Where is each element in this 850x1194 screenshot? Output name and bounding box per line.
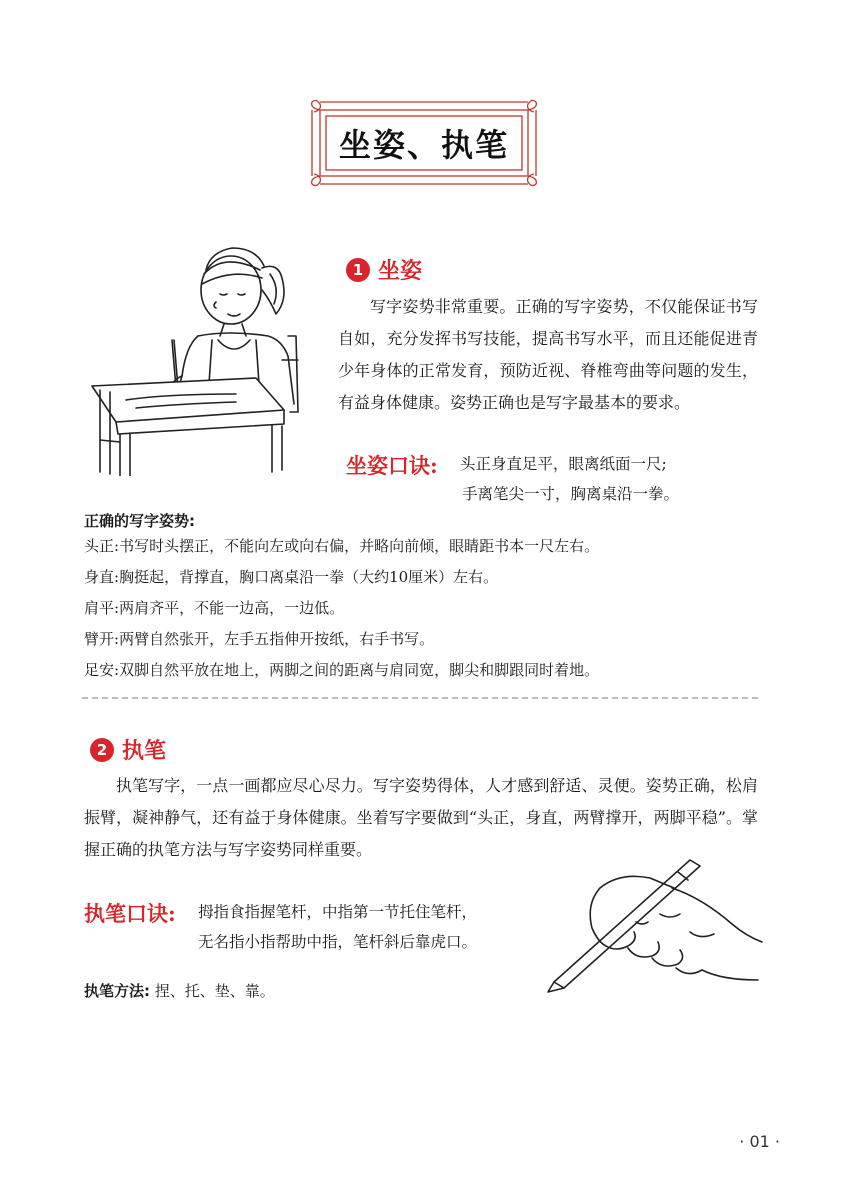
posture-term: 身直: (84, 568, 120, 586)
sitting-rhyme-line-1: 头正身直足平，眼离纸面一尺; (460, 455, 667, 473)
section-sitting-title: 坐姿 (378, 258, 423, 284)
posture-desc: 双脚自然平放在地上，两脚之间的距离与肩同宽，脚尖和脚跟同时着地。 (119, 661, 600, 679)
pen-rhyme-label: 执笔口诀: (84, 901, 176, 926)
section-number-badge: 2 (90, 738, 114, 762)
pen-method (84, 980, 275, 1001)
section-sitting-heading (346, 254, 422, 285)
posture-desc: 两肩齐平，不能一边高，一边低。 (119, 599, 345, 617)
list-item (84, 562, 599, 593)
posture-term: 足安: (84, 661, 120, 679)
list-item (84, 593, 599, 624)
posture-term: 肩平: (84, 599, 120, 617)
title-frame (306, 96, 542, 190)
posture-desc: 书写时头摆正，不能向左或向右偏，并略向前倾，眼睛距书本一尺左右。 (119, 537, 600, 555)
posture-term: 臂开: (84, 630, 120, 648)
section-divider (82, 697, 758, 699)
page-title: 坐姿、执笔 (338, 126, 509, 164)
sitting-rhyme-label: 坐姿口诀: (346, 453, 438, 478)
girl-drawing (86, 240, 316, 476)
list-item (84, 655, 599, 686)
girl-writing-illustration (86, 240, 316, 476)
hand-holding-pen-illustration (540, 852, 766, 998)
posture-list (84, 531, 599, 686)
sitting-rhyme-line-2: 手离笔尖一寸，胸离桌沿一拳。 (462, 485, 680, 503)
list-item (84, 531, 599, 562)
section-pen-title: 执笔 (122, 738, 167, 764)
posture-desc: 胸挺起，背撑直，胸口离桌沿一拳（大约10厘米）左右。 (119, 568, 499, 586)
page-number: · 01 · (739, 1132, 780, 1151)
pen-paragraph: 执笔写字，一点一画都应尽心尽力。写字姿势得体，人才感到舒适、灵便。姿势正确，松肩振臂，凝神静气，还有益于身体健康。坐着写字要做到“头正，身直，两臂撑开，两脚平稳”。掌握正确的执笔方法与写字姿势同样重要。 (84, 776, 758, 859)
section-pen-heading (90, 734, 166, 765)
section-number-badge: 1 (346, 258, 370, 282)
posture-list-heading: 正确的写字姿势: (84, 512, 195, 530)
pen-rhyme-line-2: 无名指小指帮助中指，笔杆斜后靠虎口。 (198, 933, 478, 951)
pen-method-text: 捏、托、垫、靠。 (154, 982, 275, 1000)
posture-term: 头正: (84, 537, 120, 555)
list-item (84, 624, 599, 655)
sitting-paragraph: 写字姿势非常重要。正确的写字姿势，不仅能保证书写自如，充分发挥书写技能，提高书写水平，而且还能促进青少年身体的正常发育，预防近视、脊椎弯曲等问题的发生，有益身体健康。姿势正确也是写字最基本的要求。 (338, 297, 758, 412)
hand-drawing (540, 852, 766, 998)
posture-desc: 两臂自然张开，左手五指伸开按纸，右手书写。 (119, 630, 435, 648)
pen-rhyme-line-1: 拇指食指握笔杆，中指第一节托住笔杆， (198, 903, 478, 921)
pen-method-label: 执笔方法: (84, 982, 150, 1000)
